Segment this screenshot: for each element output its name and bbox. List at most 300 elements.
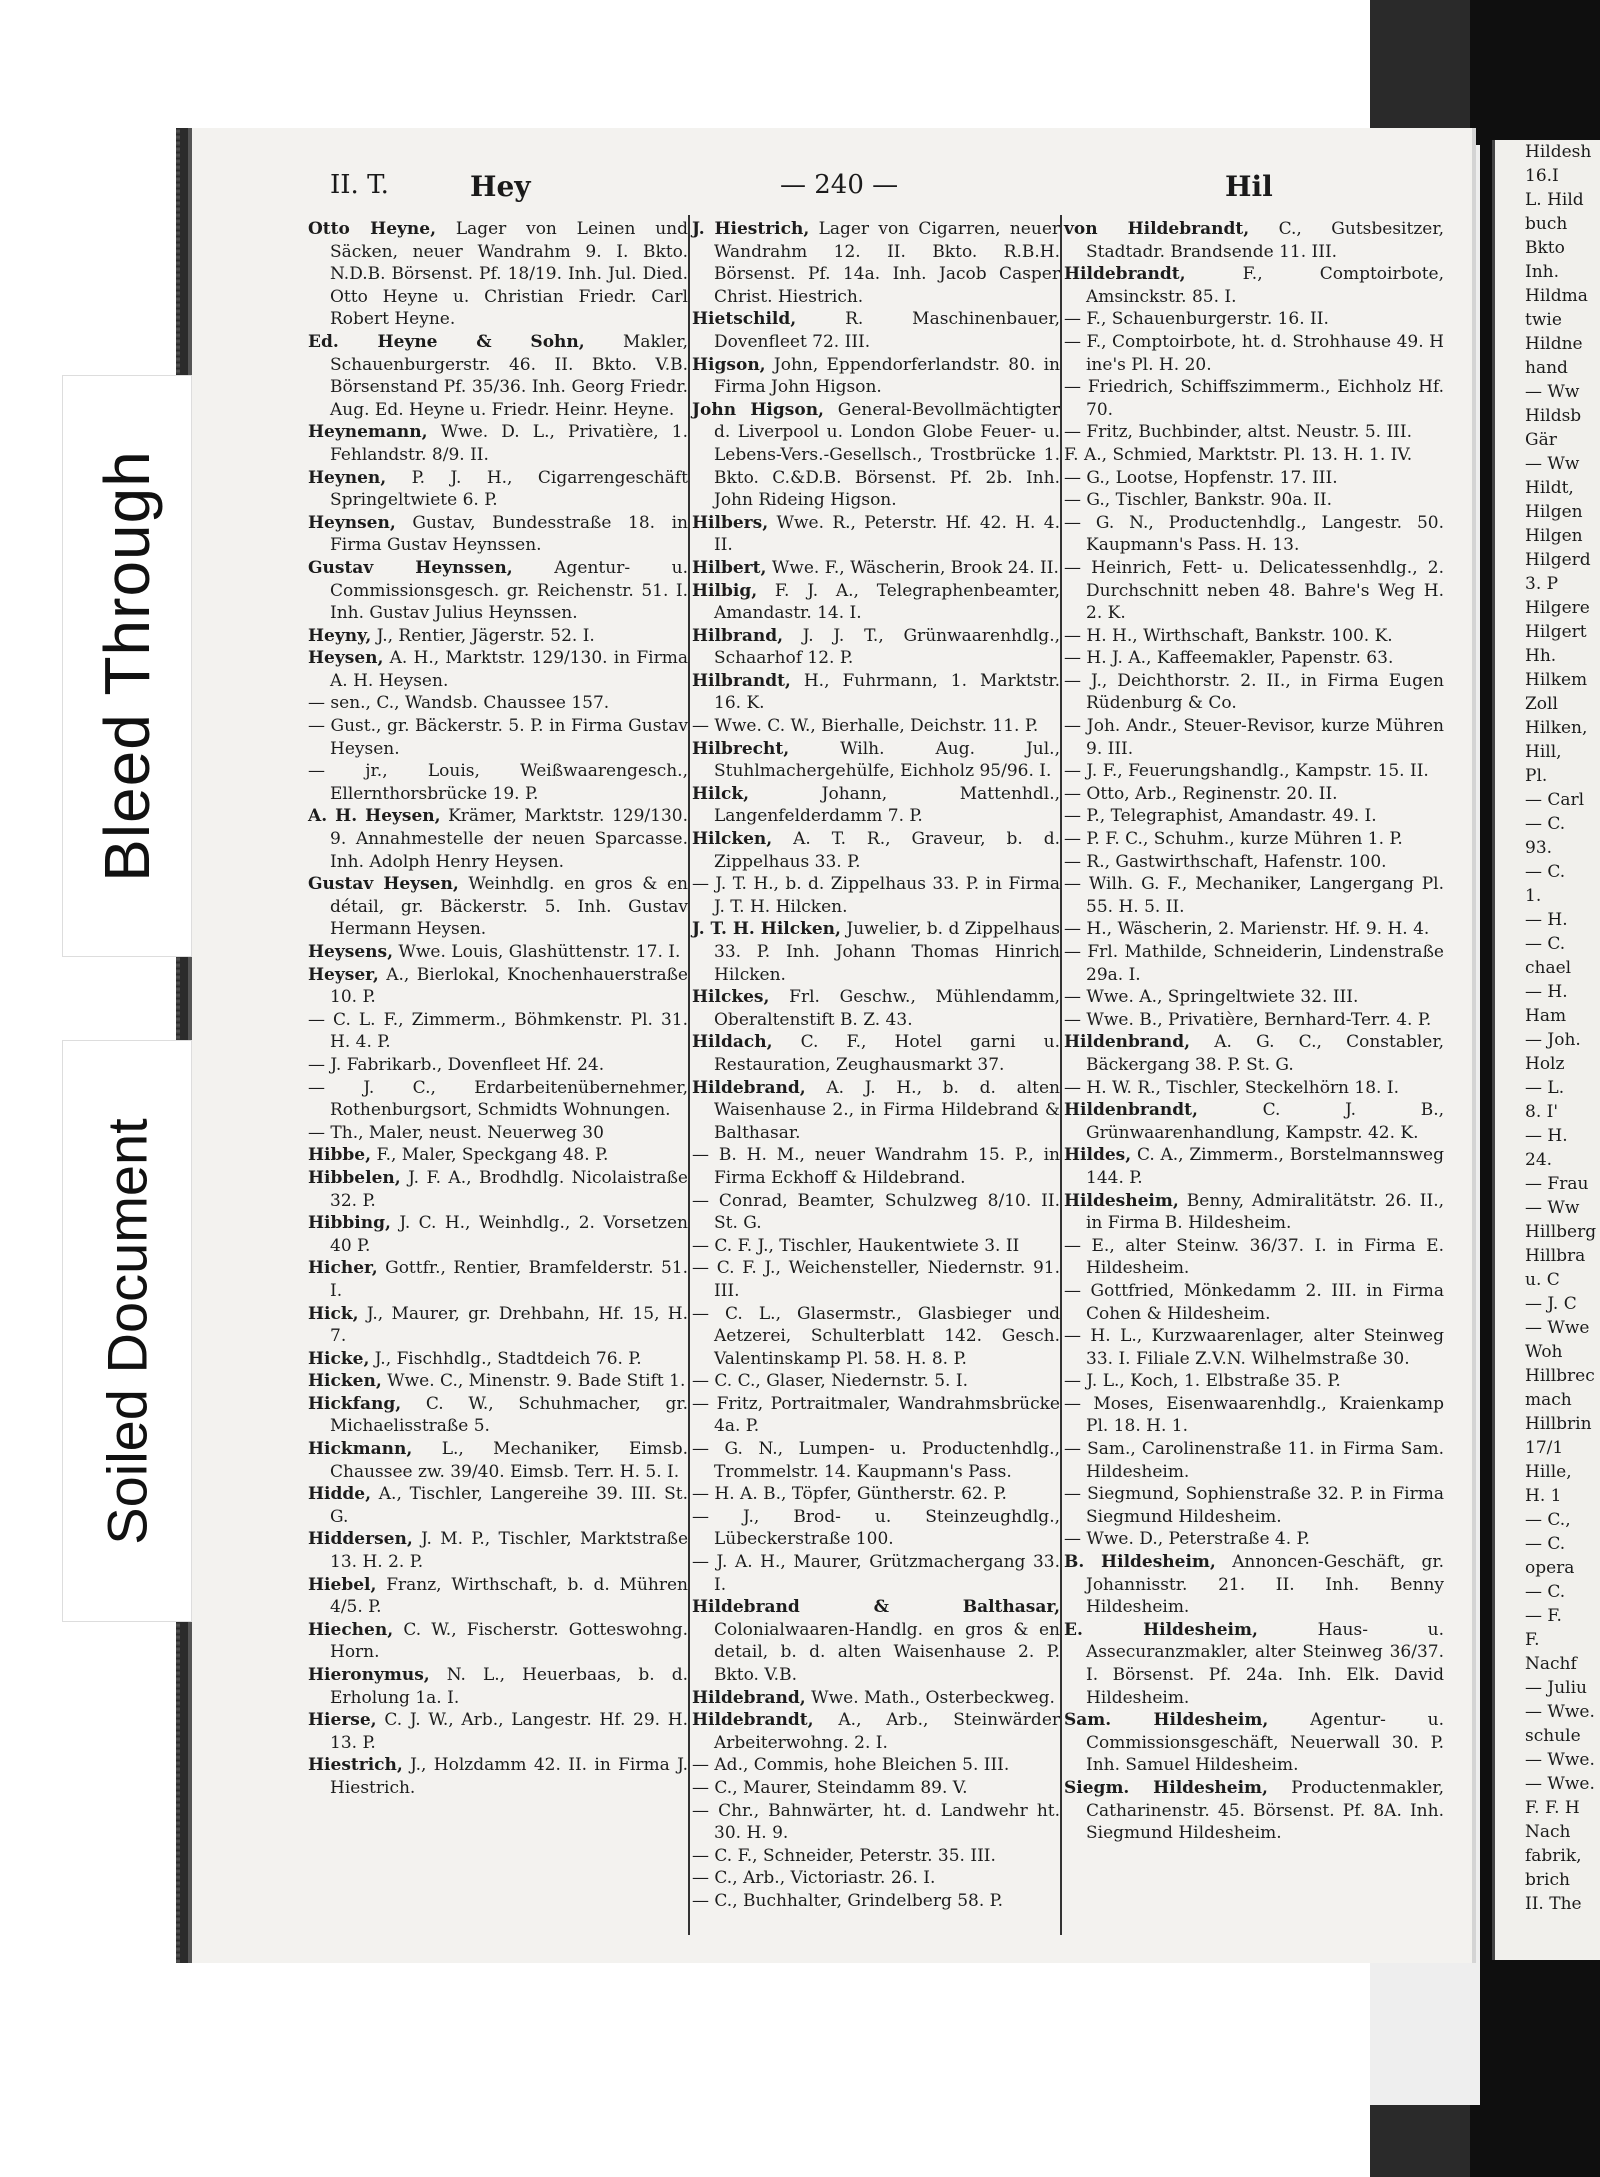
directory-entry [692, 1483, 1060, 1506]
entry-name: Hildach, [692, 1032, 773, 1053]
directory-entry [692, 738, 1060, 783]
directory-entry [1064, 1235, 1444, 1280]
entry-text: — P., Telegraphist, Amandastr. 49. I. [1064, 806, 1377, 827]
left-catchword: Hey [470, 170, 531, 203]
directory-entry [308, 421, 688, 466]
directory-entry [1064, 1099, 1444, 1144]
bleed-through-label: Bleed Through [91, 450, 163, 882]
entry-name: Otto Heyne, [308, 219, 437, 239]
directory-column-3 [1064, 218, 1444, 1845]
right-catchword: Hil [1225, 170, 1273, 203]
entry-name: Hildebrandt, [692, 1710, 814, 1731]
directory-entry [1064, 918, 1444, 941]
directory-entry [1064, 444, 1444, 467]
entry-text: — C. F., Schneider, Peterstr. 35. III. [692, 1845, 996, 1866]
adjacent-page-text: Pl. [1525, 766, 1548, 786]
directory-entry [1064, 1528, 1444, 1551]
adjacent-page-text: Hilkem [1525, 670, 1588, 690]
entry-name: Higson, [692, 354, 766, 375]
adjacent-page-text: 24. [1525, 1150, 1553, 1170]
entry-text: — G., Tischler, Bankstr. 90a. II. [1064, 490, 1333, 511]
directory-entry [308, 1619, 688, 1664]
directory-entry [1064, 1551, 1444, 1619]
directory-entry [308, 1370, 688, 1393]
adjacent-page-text: — Wwe. [1525, 1774, 1595, 1794]
directory-entry [308, 1054, 688, 1077]
entry-text: J., Maurer, gr. Drehbahn, Hf. 15, H. 7. [330, 1303, 688, 1347]
adjacent-page-text: Inh. [1525, 262, 1560, 282]
directory-entry [308, 941, 688, 964]
directory-entry [692, 670, 1060, 715]
entry-text: Haus- u. Assecuranzmakler, alter Steinweg 36/37. I. Börsenst. Pf. 24a. Inh. Elk. David Hildesheim. [1086, 1619, 1444, 1708]
directory-entry [1064, 512, 1444, 557]
entry-text: Johann, Mattenhdl., Langenfelderdamm 7. P. [714, 783, 1060, 827]
entry-text: A. T. R., Graveur, b. d. Zippelhaus 33. P. [714, 829, 1060, 872]
entry-name: Hilbert, [692, 557, 767, 578]
adjacent-page-text: — F. [1525, 1606, 1562, 1626]
directory-entry [692, 828, 1060, 873]
adjacent-page-text: buch [1525, 214, 1568, 234]
directory-entry [692, 783, 1060, 828]
directory-entry [692, 1709, 1060, 1754]
entry-text: C. A., Zimmerm., Borstelmannsweg 144. P. [1086, 1145, 1444, 1188]
adjacent-page-text: — C. [1525, 862, 1566, 882]
entry-text: C. J. B., Grünwaarenhandlung, Kampstr. 42. K. [1086, 1100, 1445, 1143]
entry-text: Weinhdlg. en gros & en détail, gr. Bäckerstr. 5. Inh. Gustav Hermann Heysen. [330, 874, 688, 940]
directory-entry [308, 873, 688, 941]
entry-text: — Heinrich, Fett- u. Delicatessenhdlg., 2. Durchschnitt neben 48. Bahre's Weg H. 2. K. [1064, 557, 1444, 624]
entry-text: Lager von Cigarren, neuer Wandrahm 12. II. Bkto. R.B.H. Börsenst. Pf. 14a. Inh. Jacob Casper Christ. Hiestrich. [714, 219, 1060, 307]
entry-text: Agentur- u. Commissionsgesch. gr. Reichenstr. 51. I. Inh. Gustav Julius Heynssen. [330, 557, 689, 624]
directory-entry [692, 1890, 1060, 1913]
entry-name: J. T. H. Hilcken, [692, 919, 841, 940]
volume-label: II. T. [330, 170, 389, 200]
adjacent-page-text: Hildma [1525, 286, 1588, 306]
adjacent-page-text: Hilgert [1525, 622, 1587, 642]
column-divider [688, 215, 690, 1935]
entry-text: Productenmakler, Catharinenstr. 45. Börsenst. Pf. 8A. Inh. Siegmund Hildesheim. [1086, 1777, 1444, 1844]
adjacent-page-text: Ham [1525, 1006, 1567, 1026]
entry-text: General-Bevollmächtigter d. Liverpool u. London Globe Feuer- u. Lebens-Vers.-Gesellsch., Trostbrücke 1. Bkto. C.&D.B. Börsenst. Pf. 2b. Inh. John Rideing Higson. [714, 399, 1060, 511]
entry-text: — J. L., Koch, 1. Elbstraße 35. P. [1064, 1371, 1341, 1392]
entry-text: Wwe. D. L., Privatière, 1. Fehlandstr. 8/9. II. [330, 422, 688, 465]
entry-text: — Otto, Arb., Reginenstr. 20. II. [1064, 783, 1338, 804]
adjacent-page-text: fabrik, [1525, 1846, 1582, 1866]
directory-entry [308, 805, 688, 873]
entry-text: Wilh. Aug. Jul., Stuhlmachergehülfe, Eichholz 95/96. I. [714, 738, 1060, 782]
directory-entry [692, 1687, 1060, 1710]
entry-text: Wwe. C., Minenstr. 9. Bade Stift 1. [387, 1371, 686, 1392]
entry-text: — Ad., Commis, hohe Bleichen 5. III. [692, 1755, 1010, 1776]
directory-entry [692, 918, 1060, 986]
directory-entry [1064, 1280, 1444, 1325]
entry-name: Hietschild, [692, 309, 797, 330]
entry-text: — H. W. R., Tischler, Steckelhörn 18. I. [1064, 1077, 1399, 1098]
directory-entry [692, 308, 1060, 353]
directory-entry [692, 1551, 1060, 1596]
directory-entry [1064, 1077, 1444, 1100]
directory-entry [1064, 851, 1444, 874]
directory-entry [308, 1257, 688, 1302]
directory-entry [692, 1303, 1060, 1371]
directory-entry [308, 1348, 688, 1371]
entry-text: A. G. C., Constabler, Bäckergang 38. P. St. G. [1086, 1032, 1445, 1075]
entry-name: Heynemann, [308, 422, 428, 443]
entry-text: — H. H., Wirthschaft, Bankstr. 100. K. [1064, 625, 1393, 646]
directory-entry [308, 1167, 688, 1212]
adjacent-page-text: Hilgen [1525, 502, 1583, 522]
adjacent-page-text: — Wwe. [1525, 1750, 1595, 1770]
adjacent-page-text: Bkto [1525, 238, 1565, 258]
directory-entry [692, 1867, 1060, 1890]
directory-entry [1064, 873, 1444, 918]
adjacent-page-text: Zoll [1525, 694, 1558, 714]
entry-text: C. J. W., Arb., Langestr. Hf. 29. H. 13. P. [330, 1710, 688, 1753]
entry-name: Hicken, [308, 1371, 382, 1392]
entry-text: — E., alter Steinw. 36/37. I. in Firma E. Hildesheim. [1064, 1235, 1444, 1279]
entry-name: Hicher, [308, 1258, 378, 1279]
directory-entry [308, 692, 688, 715]
directory-entry [308, 715, 688, 760]
directory-entry [1064, 1438, 1444, 1483]
entry-name: Hibbelen, [308, 1167, 401, 1188]
adjacent-page-text: — Ww [1525, 454, 1580, 474]
adjacent-page-text: Hill, [1525, 742, 1562, 762]
directory-entry [1064, 557, 1444, 625]
directory-entry [308, 625, 688, 648]
directory-entry [1064, 1393, 1444, 1438]
entry-text: Frl. Geschw., Mühlendamm, Oberaltenstift B. Z. 43. [714, 987, 1060, 1030]
directory-entry [1064, 986, 1444, 1009]
entry-text: — C. L. F., Zimmerm., Böhmkenstr. Pl. 31. H. 4. P. [308, 1009, 688, 1053]
directory-column-2 [692, 218, 1060, 1913]
directory-entry [308, 964, 688, 1009]
adjacent-page-text: — Frau [1525, 1174, 1589, 1194]
entry-name: Hildenbrand, [1064, 1032, 1191, 1053]
entry-name: Hierse, [308, 1710, 377, 1731]
entry-text: H., Fuhrmann, 1. Marktstr. 16. K. [714, 670, 1061, 714]
directory-entry [1064, 1709, 1444, 1777]
directory-entry [692, 1077, 1060, 1145]
entry-text: Colonialwaaren-Handlg. en gros & en detail, b. d. alten Waisenhause 2. P. Bkto. V.B. [714, 1619, 1060, 1685]
entry-name: Heynsen, [308, 512, 396, 533]
entry-name: Hilbig, [692, 580, 758, 601]
directory-entry [308, 1212, 688, 1257]
directory-entry [692, 1370, 1060, 1393]
directory-entry [1064, 941, 1444, 986]
adjacent-page-text: 93. [1525, 838, 1553, 858]
entry-text: — C. L., Glasermstr., Glasbieger und Aetzerei, Schulterblatt 142. Gesch. Valentinskamp Pl. 58. H. 8. P. [692, 1303, 1060, 1369]
entry-name: Heyny, [308, 625, 372, 646]
adjacent-page-text: — C. [1525, 934, 1566, 954]
directory-entry [308, 218, 688, 331]
adjacent-page-text: Hilken, [1525, 718, 1588, 738]
entry-text: Lager von Leinen und Säcken, neuer Wandrahm 9. I. Bkto. N.D.B. Börsenst. Pf. 18/19. Inh. Jul. Died. Otto Heyne u. Christian Friedr. Carl Robert Heyne. [330, 219, 688, 330]
directory-entry [1064, 1777, 1444, 1845]
directory-entry [308, 557, 688, 625]
entry-name: Hickfang, [308, 1393, 402, 1414]
directory-entry [308, 1303, 688, 1348]
directory-entry [1064, 1190, 1444, 1235]
directory-entry [692, 1596, 1060, 1686]
directory-entry [1064, 467, 1444, 490]
adjacent-page-text: — C. [1525, 814, 1566, 834]
entry-text: — Siegmund, Sophienstraße 32. P. in Firma Siegmund Hildesheim. [1064, 1484, 1444, 1527]
entry-name: Hildebrand, [692, 1687, 806, 1708]
entry-text: — Gust., gr. Bäckerstr. 5. P. in Firma Gustav Heysen. [308, 716, 688, 759]
adjacent-page-text: twie [1525, 310, 1562, 330]
entry-name: Hibbe, [308, 1145, 372, 1166]
adjacent-page-text: Hildne [1525, 334, 1583, 354]
directory-entry [1064, 783, 1444, 806]
entry-text: F., Maler, Speckgang 48. P. [376, 1145, 609, 1166]
page-number: — 240 — [780, 170, 899, 200]
entry-text: — Joh. Andr., Steuer-Revisor, kurze Mühren 9. III. [1064, 716, 1444, 759]
entry-name: Hildenbrandt, [1064, 1100, 1198, 1121]
entry-text: — Fritz, Buchbinder, altst. Neustr. 5. III. [1064, 422, 1412, 443]
adjacent-page-text: Hillbrec [1525, 1366, 1595, 1386]
adjacent-page-text: F. F. H [1525, 1798, 1580, 1818]
directory-entry [1064, 760, 1444, 783]
entry-name: Hickmann, [308, 1439, 413, 1460]
adjacent-page-fragment [1492, 140, 1600, 1960]
entry-name: B. Hildesheim, [1064, 1552, 1216, 1573]
entry-name: von Hildebrandt, [1064, 219, 1250, 239]
directory-entry [308, 1077, 688, 1122]
entry-name: Hilbers, [692, 512, 769, 533]
entry-text: — C., Maurer, Steindamm 89. V. [692, 1777, 968, 1798]
adjacent-page-text: F. [1525, 1630, 1540, 1650]
directory-entry [308, 512, 688, 557]
entry-text: — Wwe. A., Springeltwiete 32. III. [1064, 987, 1359, 1008]
soiled-document-stamp [62, 1040, 192, 1622]
entry-text: C. W., Fischerstr. Gotteswohng. Horn. [330, 1619, 689, 1663]
directory-entry [692, 715, 1060, 738]
directory-entry [308, 331, 688, 421]
entry-text: J., Holzdamm 42. II. in Firma J. Hiestrich. [330, 1755, 688, 1798]
adjacent-page-text: Holz [1525, 1054, 1565, 1074]
entry-name: Siegm. Hildesheim, [1064, 1777, 1268, 1798]
entry-name: Gustav Heynssen, [308, 557, 513, 578]
adjacent-page-text: Woh [1525, 1342, 1563, 1362]
directory-entry [692, 512, 1060, 557]
adjacent-page-text: Hilgerd [1525, 550, 1591, 570]
directory-entry [308, 467, 688, 512]
directory-entry [692, 580, 1060, 625]
entry-name: Hildebrand, [692, 1077, 806, 1098]
adjacent-page-text: 16.I [1525, 166, 1559, 186]
entry-name: J. Hiestrich, [692, 219, 810, 239]
directory-entry [1064, 376, 1444, 421]
adjacent-page-text: 3. P [1525, 574, 1559, 594]
directory-entry [692, 399, 1060, 512]
entry-text: — Wwe. C. W., Bierhalle, Deichstr. 11. P. [692, 716, 1039, 737]
running-header [330, 170, 1450, 210]
entry-name: Hibbing, [308, 1213, 391, 1234]
directory-entry [692, 1393, 1060, 1438]
entry-name: Hildebrand & Balthasar, [692, 1597, 1060, 1618]
entry-name: Hilbrandt, [692, 670, 791, 691]
adjacent-page-text: opera [1525, 1558, 1575, 1578]
directory-entry [692, 1190, 1060, 1235]
entry-text: Wwe. Math., Osterbeckweg. [811, 1687, 1055, 1708]
adjacent-page-text: hand [1525, 358, 1568, 378]
directory-entry [692, 354, 1060, 399]
entry-name: Ed. Heyne & Sohn, [308, 331, 585, 352]
entry-name: Heysen, [308, 648, 384, 669]
entry-name: Heynen, [308, 467, 387, 488]
directory-entry [1064, 263, 1444, 308]
entry-text: — sen., C., Wandsb. Chaussee 157. [308, 693, 610, 714]
entry-text: F. A., Schmied, Marktstr. Pl. 13. H. 1. IV. [1064, 444, 1413, 465]
directory-entry [692, 625, 1060, 670]
directory-entry [692, 1235, 1060, 1258]
entry-text: — Fritz, Portraitmaler, Wandrahmsbrücke 4a. P. [692, 1393, 1060, 1437]
directory-entry [1064, 1144, 1444, 1189]
adjacent-page-text: — H. [1525, 982, 1568, 1002]
entry-text: C. W., Schuhmacher, gr. Michaelisstraße 5. [330, 1393, 688, 1437]
entry-text: — F., Comptoirbote, ht. d. Strohhause 49. H ine's Pl. H. 20. [1064, 331, 1444, 375]
entry-text: A., Tischler, Langereihe 39. III. St. G. [330, 1484, 689, 1527]
entry-name: Hildebrandt, [1064, 264, 1186, 285]
entry-name: Hiddersen, [308, 1529, 413, 1550]
entry-text: — C., Buchhalter, Grindelberg 58. P. [692, 1890, 1004, 1911]
directory-entry [308, 1438, 688, 1483]
directory-entry [308, 1393, 688, 1438]
directory-entry [1064, 1031, 1444, 1076]
entry-text: Makler, Schauenburgerstr. 46. II. Bkto. V.B. Börsenstand Pf. 35/36. Inh. Georg Friedr. Aug. Ed. Heyne u. Friedr. Heinr. Heyne. [330, 331, 689, 420]
adjacent-page-text: Hildsb [1525, 406, 1582, 426]
adjacent-page-text: brich [1525, 1870, 1570, 1890]
entry-text: A. H., Marktstr. 129/130. in Firma A. H. Heysen. [330, 648, 688, 691]
directory-entry [692, 1506, 1060, 1551]
entry-text: C., Gutsbesitzer, Stadtadr. Brandsende 11. III. [1086, 219, 1444, 262]
entry-text: — Moses, Eisenwaarenhdlg., Kraienkamp Pl. 18. H. 1. [1064, 1393, 1444, 1437]
entry-text: John, Eppendorferlandstr. 80. in Firma John Higson. [714, 354, 1061, 398]
directory-entry [692, 1777, 1060, 1800]
entry-text: — Chr., Bahnwärter, ht. d. Landwehr ht. 30. H. 9. [692, 1800, 1060, 1844]
entry-name: Hidde, [308, 1484, 372, 1505]
entry-text: — Wwe. D., Peterstraße 4. P. [1064, 1529, 1310, 1550]
adjacent-page-text: — L. [1525, 1078, 1565, 1098]
entry-name: A. H. Heysen, [308, 806, 441, 827]
entry-text: — J. Fabrikarb., Dovenfleet Hf. 24. [308, 1054, 605, 1075]
entry-text: — Gottfried, Mönkedamm 2. III. in Firma Cohen & Hildesheim. [1064, 1280, 1444, 1324]
directory-entry [692, 1438, 1060, 1483]
directory-entry [1064, 1619, 1444, 1709]
directory-entry [308, 1122, 688, 1145]
column-divider [1060, 215, 1062, 1935]
entry-text: J., Fischhdlg., Stadtdeich 76. P. [374, 1348, 642, 1369]
directory-entry [1064, 625, 1444, 648]
entry-text: — Th., Maler, neust. Neuerweg 30 [308, 1122, 604, 1143]
entry-text: — P. F. C., Schuhm., kurze Mühren 1. P. [1064, 829, 1403, 850]
adjacent-page-text: 17/1 [1525, 1438, 1564, 1458]
entry-text: Juwelier, b. d Zippelhaus 33. P. Inh. Johann Thomas Hinrich Hilcken. [714, 919, 1060, 985]
adjacent-page-text: chael [1525, 958, 1572, 978]
directory-entry [1064, 715, 1444, 760]
directory-entry [308, 647, 688, 692]
entry-text: — Wilh. G. F., Mechaniker, Langergang Pl. 55. H. 5. II. [1064, 874, 1444, 917]
entry-text: — J. A. H., Maurer, Grützmachergang 33. I. [692, 1552, 1060, 1595]
entry-name: John Higson, [692, 399, 824, 420]
entry-text: Benny, Admiralitätstr. 26. II., in Firma B. Hildesheim. [1086, 1190, 1444, 1234]
entry-name: Hieronymus, [308, 1665, 430, 1685]
directory-column-1 [308, 218, 688, 1800]
directory-entry [692, 1845, 1060, 1868]
entry-text: N. L., Heuerbaas, b. d. Erholung 1a. I. [330, 1665, 689, 1708]
entry-text: — Friedrich, Schiffszimmerm., Eichholz Hf. 70. [1064, 377, 1444, 420]
directory-entry [308, 1483, 688, 1528]
entry-text: — H. A. B., Töpfer, Güntherstr. 62. P. [692, 1484, 1007, 1505]
directory-entry [308, 1009, 688, 1054]
entry-text: Krämer, Marktstr. 129/130. 9. Annahmestelle der neuen Sparcasse. Inh. Adolph Henry Heysen. [330, 806, 688, 872]
entry-text: — G., Lootse, Hopfenstr. 17. III. [1064, 467, 1338, 488]
entry-text: — J. F., Feuerungshandlg., Kampstr. 15. II. [1064, 761, 1429, 782]
adjacent-page-text: u. C [1525, 1270, 1560, 1290]
entry-text: — J., Deichthorstr. 2. II., in Firma Eugen Rüdenburg & Co. [1064, 670, 1444, 714]
directory-entry [692, 1257, 1060, 1302]
adjacent-page-text: — Ww [1525, 1198, 1580, 1218]
directory-entry [1064, 1009, 1444, 1032]
entry-text: — H. L., Kurzwaarenlager, alter Steinweg 33. I. Filiale Z.V.N. Wilhelmstraße 30. [1064, 1326, 1444, 1369]
adjacent-page-text: Hh. [1525, 646, 1557, 666]
entry-text: J., Rentier, Jägerstr. 52. I. [376, 625, 595, 646]
directory-entry [692, 1754, 1060, 1777]
directory-entry [308, 1528, 688, 1573]
entry-text: — F., Schauenburgerstr. 16. II. [1064, 309, 1329, 330]
entry-text: — Sam., Carolinenstraße 11. in Firma Sam. Hildesheim. [1064, 1439, 1444, 1482]
entry-text: J. F. A., Brodhdlg. Nicolaistraße 32. P. [330, 1167, 688, 1211]
adjacent-page-text: — Joh. [1525, 1030, 1581, 1050]
entry-text: L., Mechaniker, Eimsb. Chaussee zw. 39/40. Eimsb. Terr. H. 5. I. [330, 1439, 688, 1482]
entry-name: Heysens, [308, 942, 393, 962]
directory-entry [1064, 1483, 1444, 1528]
entry-text: J. J. T., Grünwaarenhdlg., Schaarhof 12. P. [714, 625, 1061, 669]
adjacent-page-text: mach [1525, 1390, 1572, 1410]
entry-text: F., Comptoirbote, Amsinckstr. 85. I. [1086, 264, 1444, 307]
adjacent-page-text: Hille, [1525, 1462, 1572, 1482]
entry-text: P. J. H., Cigarrengeschäft Springeltwiete 6. P. [330, 467, 688, 511]
entry-text: C. F., Hotel garni u. Restauration, Zeughausmarkt 37. [714, 1032, 1060, 1075]
entry-name: Hiestrich, [308, 1755, 403, 1776]
adjacent-page-text: L. Hild [1525, 190, 1584, 210]
adjacent-page-text: — C., [1525, 1510, 1571, 1530]
directory-entry [692, 986, 1060, 1031]
entry-text: — C. F. J., Weichensteller, Niedernstr. 91. III. [692, 1258, 1060, 1301]
directory-entry [308, 1709, 688, 1754]
directory-entry [1064, 647, 1444, 670]
adjacent-page-text: Gär [1525, 430, 1557, 450]
adjacent-page-text: — H. [1525, 1126, 1568, 1146]
adjacent-page-text: Hildesh [1525, 142, 1592, 162]
entry-name: Hilcken, [692, 829, 773, 850]
adjacent-page-text: — C. [1525, 1582, 1566, 1602]
directory-entry [692, 1800, 1060, 1845]
adjacent-page-text: H. 1 [1525, 1486, 1562, 1506]
adjacent-page-text: Hilgen [1525, 526, 1583, 546]
adjacent-page-text: 1. [1525, 886, 1542, 906]
entry-name: Hildesheim, [1064, 1190, 1179, 1211]
adjacent-page-text: — Carl [1525, 790, 1585, 810]
entry-text: A. J. H., b. d. alten Waisenhause 2., in Firma Hildebrand & Balthasar. [714, 1077, 1061, 1143]
directory-entry [1064, 828, 1444, 851]
adjacent-page-text: Nach [1525, 1822, 1571, 1842]
directory-entry [1064, 670, 1444, 715]
entry-text: Wwe. Louis, Glashüttenstr. 17. I. [398, 942, 681, 962]
entry-text: — C. F. J., Tischler, Haukentwiete 3. II [692, 1235, 1020, 1256]
entry-text: — Frl. Mathilde, Schneiderin, Lindenstraße 29a. I. [1064, 942, 1444, 985]
